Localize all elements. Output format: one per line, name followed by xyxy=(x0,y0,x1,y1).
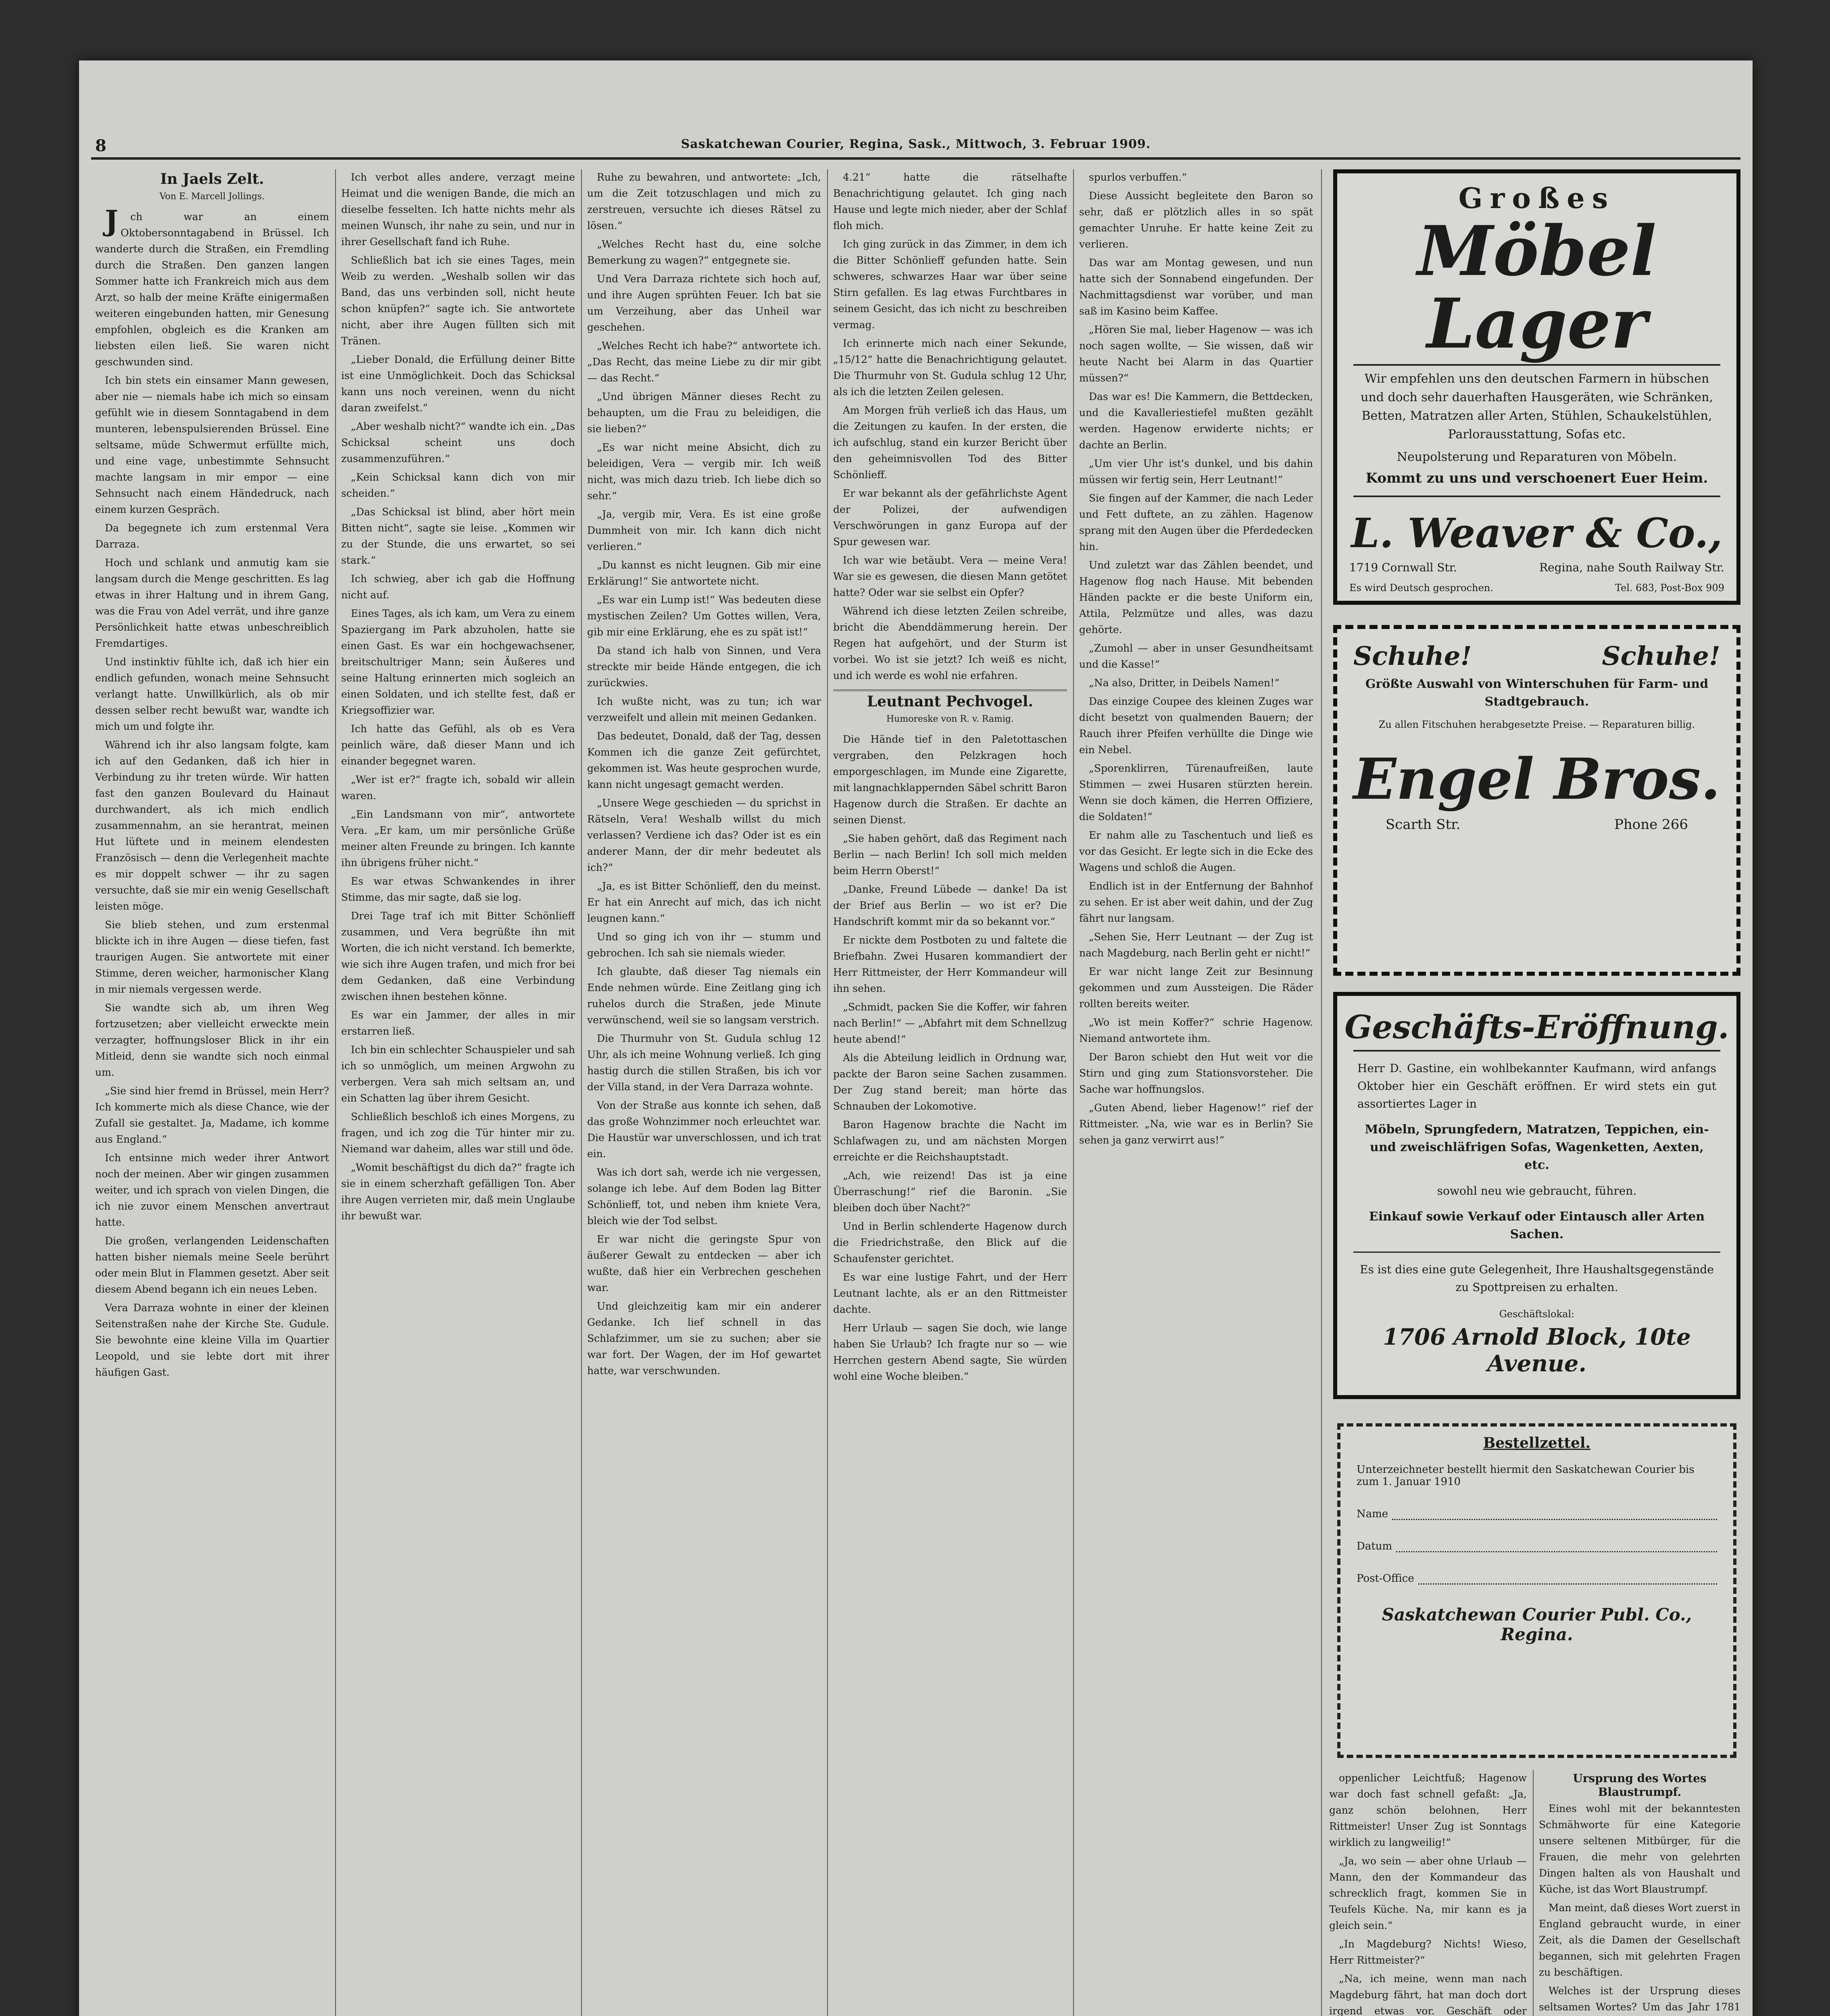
paragraph: Und gleichzeitig kam mir ein anderer Gedanke. Ich lief schnell in das Schlafzimmer, um sie zu suchen; aber sie war fort. Der Wagen, der im Hof gewartet hatte, war verschwunden. xyxy=(587,1300,821,1377)
ad-location-label: Geschäftslokal: xyxy=(1499,1308,1575,1320)
ad-address: Scarth Str. xyxy=(1386,816,1461,833)
paragraph: „Danke, Freund Lübede — danke! Da ist der Brief aus Berlin — wo ist er? Die Handschrift kommt mir da so bekannt vor.“ xyxy=(833,883,1067,927)
paragraph: Herr Urlaub — sagen Sie doch, wie lange haben Sie Urlaub? Ich fragte nur so — wie Herrchen gestern Abend sagte, Sie würden wohl eine Woche bleiben.“ xyxy=(833,1322,1067,1382)
field-label: Name xyxy=(1357,1508,1388,1520)
paragraph: „Ja, vergib mir, Vera. Es ist eine große Dummheit von mir. Ich kann dich nicht verlieren.“ xyxy=(587,508,821,552)
paragraph: Ich war wie betäubt. Vera — meine Vera! War sie es gewesen, die diesen Mann getötet hatte? Oder war sie selbst ein Opfer? xyxy=(833,554,1067,598)
paragraph: oppenlicher Leichtfuß; Hagenow war doch fast schnell gefaßt: „Ja, ganz schön belohnen, Herr Rittmeister! Unser Zug ist Sonntags wirklich zu langweilig!“ xyxy=(1329,1772,1527,1848)
paragraph: Während ich ihr also langsam folgte, kam ich auf den Gedanken, daß ich hier in Verbindung zu ihr treten würde. Wir hatten fast den ganzen Boulevard du Hainaut durchwandert, als ich mich endlich zusammennahm, an sie herantrat, meinen Hut lüftete und in meinem elendesten Französisch — denn die Verlegenheit machte es mir doppelt schwer — ihr zu sagen versuchte, daß sie mir ein wenig Gesellschaft leisten möge. xyxy=(95,739,329,912)
ad-phone: Phone 266 xyxy=(1614,816,1688,833)
column-2 xyxy=(341,169,575,2016)
ad-address: 1706 Arnold Block, 10te Avenue. xyxy=(1383,1324,1691,1377)
paragraph: „Zumohl — aber in unser Gesundheitsamt und die Kasse!“ xyxy=(1079,642,1313,670)
paragraph: spurlos verbuffen.“ xyxy=(1089,171,1187,183)
ad-geschaefts-eroeffnung xyxy=(1333,992,1740,1399)
paragraph: Von der Straße aus konnte ich sehen, daß das große Wohnzimmer noch erleuchtet war. Die Haustür war unverschlossen, und ich trat ein. xyxy=(587,1100,821,1160)
ad-body: Größte Auswahl von Winterschuhen für Farm- und Stadtgebrauch. xyxy=(1365,677,1709,709)
ad-note-row xyxy=(1337,578,1736,598)
paragraph: „Sie haben gehört, daß das Regiment nach Berlin — nach Berlin! Ich soll mich melden beim Herrn Oberst!“ xyxy=(833,833,1067,877)
blank-line[interactable] xyxy=(1418,1574,1717,1585)
paragraph: Er war nicht die geringste Spur von äußerer Gewalt zu entdecken — aber ich wußte, daß hier ein Verbrechen geschehen war. xyxy=(587,1233,821,1293)
paragraph: Er war bekannt als der gefährlichste Agent der Polizei, der aufwendigen Verschwörungen in ganz Europa auf der Spur gewesen war. xyxy=(833,487,1067,548)
column-6-lower xyxy=(1329,1770,1527,2016)
ad-address-row xyxy=(1337,557,1736,578)
name-field[interactable] xyxy=(1357,1508,1717,1520)
order-form-intro: Unterzeichneter bestellt hiermit den Saskatchewan Courier bis zum 1. Januar 1910 xyxy=(1357,1464,1695,1488)
paragraph: Ich erinnerte mich nach einer Sekunde, „15/12“ hatte die Benachrichtigung gelautet. Die Thurmuhr von St. Gudula schlug 12 Uhr, als ich die letzten Zeilen gelesen. xyxy=(833,337,1067,398)
paragraph: Ich verbot alles andere, verzagt meine Heimat und die wenigen Bande, die mich an dieselbe fesselten. Ich hatte nichts mehr als meinen Wunsch, ihr nahe zu sein, und nur in ihrer Gesellschaft fand ich Ruhe. xyxy=(341,171,575,248)
paragraph: Ich glaubte, daß dieser Tag niemals ein Ende nehmen würde. Eine Zeitlang ging ich ruhelos durch die Straßen, jede Minute verwünschend, weil sie so langsam verstrich. xyxy=(587,966,821,1026)
page-number: 8 xyxy=(95,136,106,155)
ad-firm-name: Engel Bros. xyxy=(1353,746,1721,812)
paragraph: Baron Hagenow brachte die Nacht im Schlafwagen zu, und am nächsten Morgen erreichte er die Reichshauptstadt. xyxy=(833,1119,1067,1163)
paragraph: Als die Abteilung leidlich in Ordnung war, packte der Baron seine Sachen zusammen. Der Zug stand bereit; man hörte das Schnauben der Lokomotive. xyxy=(833,1052,1067,1112)
ad-headline: Möbel Lager xyxy=(1417,211,1657,364)
article-byline: Humoreske von R. v. Ramig. xyxy=(886,714,1014,724)
ad-firm-name: L. Weaver & Co., xyxy=(1351,509,1723,557)
paragraph: Ich wußte nicht, was zu tun; ich war verzweifelt und allein mit meinen Gedanken. xyxy=(587,696,821,723)
paragraph: „Sporenklirren, Türenaufreißen, laute Stimmen — zwei Husaren stürzten herein. Wenn sie doch kämen, die Herren Offiziere, die Soldaten!“ xyxy=(1079,762,1313,823)
paragraph: „Wo ist mein Koffer?“ schrie Hagenow. Niemand antwortete ihm. xyxy=(1079,1016,1313,1044)
divider xyxy=(1353,1252,1720,1253)
blank-line[interactable] xyxy=(1392,1509,1717,1520)
paragraph: Während ich diese letzten Zeilen schreibe, bricht die Abenddämmerung herein. Der Regen hat aufgehört, und der Sturm ist vorbei. Wo ist sie jetzt? Ich weiß es nicht, und ich werde es wohl nie erfahren. xyxy=(833,605,1067,681)
paragraph: Ich entsinne mich weder ihrer Antwort noch der meinen. Aber wir gingen zusammen weiter, und ich sprach von vielen Dingen, die ich nie zuvor einem Menschen anvertraut hatte. xyxy=(95,1152,329,1228)
paragraph: „Welches Recht hast du, eine solche Bemerkung zu wagen?“ entgegnete sie. xyxy=(587,238,821,266)
paragraph: Man meint, daß dieses Wort zuerst in England gebraucht wurde, in einer Zeit, als die Damen der Gesellschaft begannen, sich mit gelehrten Fragen zu beschäftigen. xyxy=(1539,1902,1740,1978)
paragraph: „Ein Landsmann von mir“, antwortete Vera. „Er kam, um mir persönliche Grüße meiner alten Freunde zu bringen. Ich kannte ihn übrigens früher nicht.“ xyxy=(341,808,575,868)
divider xyxy=(1353,364,1720,366)
masthead-text: Saskatchewan Courier, Regina, Sask., Mittwoch, 3. Februar 1909. xyxy=(681,137,1151,151)
paragraph: „Na, ich meine, wenn man nach Magdeburg fährt, hat man doch dort irgend etwas vor. Geschäft oder xyxy=(1329,1973,1527,2016)
paragraph: „Lieber Donald, die Erfüllung deiner Bitte ist eine Unmöglichkeit. Doch das Schicksal kann uns noch vereinen, wenn du nicht daran zweifelst.“ xyxy=(341,354,575,414)
section-divider xyxy=(833,689,1067,691)
ad-small-print: Zu allen Fitschuhen herabgesetzte Preise. — Reparaturen billig. xyxy=(1378,719,1695,730)
paragraph: 4.21“ hatte die rätselhafte Benachrichtigung gelautet. Ich ging nach Hause und legte mich nieder, aber der Schlaf floh mich. xyxy=(833,171,1067,231)
paragraph: „Das Schicksal ist blind, aber hört mein Bitten nicht“, sagte sie leise. „Kommen wir zu der Stunde, die uns erwartet, so sei stark.“ xyxy=(341,506,575,566)
paragraph: „Womit beschäftigst du dich da?“ fragte ich sie in einem scherzhaft gefälligen Ton. Aber ihre Augen verrieten mir, daß mein Unglaube ihr bewußt war. xyxy=(341,1162,575,1222)
paragraph: „Na also, Dritter, in Deibels Namen!“ xyxy=(1089,677,1280,689)
paragraph: Und zuletzt war das Zählen beendet, und Hagenow flog nach Hause. Mit bebenden Händen packte er die beste Uniform ein, Attila, Pelzmütze und alles, was dazu gehörte. xyxy=(1079,559,1313,635)
paragraph: Ich hatte das Gefühl, als ob es Vera peinlich wäre, daß dieser Mann und ich einander begegnet waren. xyxy=(341,723,575,767)
ad-schuhe xyxy=(1333,625,1740,976)
paragraph: Ich ging zurück in das Zimmer, in dem ich die Bitter Schönlieff gefunden hatte. Sein schweres, schwarzes Haar war über seine Stirn gefallen. Es lag etwas Furchtbares in seinem Gesicht, das ich nicht zu beschreiben vermag. xyxy=(833,238,1067,331)
divider xyxy=(1353,1050,1720,1052)
paragraph: Das war am Montag gewesen, und nun hatte sich der Sonnabend eingefunden. Der Nachmittagsdienst war vorüber, und man saß im Kasino beim Kaffee. xyxy=(1079,257,1313,317)
paragraph: Was ich dort sah, werde ich nie vergessen, solange ich lebe. Auf dem Boden lag Bitter Schönlieff, tot, und neben ihm kniete Vera, bleich wie der Tod selbst. xyxy=(587,1166,821,1227)
paragraph: „Es war nicht meine Absicht, dich zu beleidigen, Vera — vergib mir. Ich weiß nicht, was mich dazu trieb. Ich liebe dich so sehr.“ xyxy=(587,442,821,502)
paragraph: Er war nicht lange Zeit zur Besinnung gekommen und zum Aussteigen. Die Räder rollten bereits weiter. xyxy=(1079,966,1313,1010)
paragraph: „Und übrigen Männer dieses Recht zu behaupten, um die Frau zu beleidigen, die sie lieben?“ xyxy=(587,391,821,435)
paragraph: Welches ist der Ursprung dieses seltsamen Wortes? Um das Jahr 1781 xyxy=(1539,1985,1740,2013)
ad-moebel-lager xyxy=(1333,169,1740,605)
paragraph: Vera Darraza wohnte in einer der kleinen Seitenstraßen nahe der Kirche Ste. Gudule. Sie bewohnte eine kleine Villa im Quartier Leopold, und sie lebte dort mit ihrer häufigen Gast. xyxy=(95,1302,329,1378)
date-field[interactable] xyxy=(1357,1540,1717,1552)
paragraph: Die großen, verlangenden Leidenschaften hatten bisher niemals meine Seele berührt oder mein Blut in Flammen gesetzt. Aber seit diesem Abend begann ich ein neues Leben. xyxy=(95,1235,329,1295)
ad-note-right: Tel. 683, Post-Box 909 xyxy=(1615,582,1724,594)
ad-slogan: Kommt zu uns und verschoenert Euer Heim. xyxy=(1365,470,1708,486)
paragraph: „Es war ein Lump ist!“ Was bedeuten diese mystischen Zeilen? Um Gottes willen, Vera, gib mir eine Erklärung, ehe es zu spät ist!“ xyxy=(587,594,821,638)
article-byline: Von E. Marcell Jollings. xyxy=(159,192,265,202)
paragraph: „In Magdeburg? Nichts! Wieso, Herr Rittmeister?“ xyxy=(1329,1938,1527,1966)
paragraph: Das einzige Coupee des kleinen Zuges war dicht besetzt von qualmenden Bauern; der Rauch ihrer Pfeifen verhüllte die Dinge wie ein Nebel. xyxy=(1079,696,1313,756)
ad-address-row xyxy=(1337,816,1736,833)
masthead-line xyxy=(91,133,1740,160)
paragraph: Ich bin stets ein einsamer Mann gewesen, aber nie — niemals habe ich mich so einsam gefühlt wie in diesem Sonntagabend in dem munteren, lebenspulsierenden Brüssel. Eine seltsame, müde Schwermut erfüllte mich, und eine vage, unbestimmte Sehnsucht machte langsam in mir empor — eine Sehnsucht nach einem Händedruck, nach einem kurzen Gespräch. xyxy=(95,375,329,515)
paragraph: „Du kannst es nicht leugnen. Gib mir eine Erklärung!“ Sie antwortete nicht. xyxy=(587,559,821,587)
paragraph: Diese Aussicht begleitete den Baron so sehr, daß er plötzlich alles in so spät gemachter Unruhe. Er hatte keine Zeit zu verlieren. xyxy=(1079,190,1313,250)
newspaper-page xyxy=(79,60,1753,2016)
publisher-name: Saskatchewan Courier Publ. Co., Regina. xyxy=(1382,1605,1692,1644)
paragraph: „Unsere Wege geschieden — du sprichst in Rätseln, Vera! Weshalb willst du mich verlassen? Verdiene ich das? Oder ist es ein anderer Mann, der dir mehr bedeutet als ich?“ xyxy=(587,797,821,873)
ad-title-left: Schuhe! xyxy=(1353,641,1472,671)
paragraph: Da stand ich halb von Sinnen, und Vera streckte mir beide Hände entgegen, die ich zurückwies. xyxy=(587,645,821,689)
blank-line[interactable] xyxy=(1396,1541,1717,1552)
ad-title-right: Schuhe! xyxy=(1602,641,1720,671)
ad-body-3: Es ist dies eine gute Gelegenheit, Ihre Haushaltsgegenstände zu Spottpreisen zu erhalten. xyxy=(1360,1263,1714,1294)
column-rule xyxy=(827,169,828,2016)
article-title-blaustrumpf: Ursprung des Wortes Blaustrumpf. xyxy=(1573,1772,1707,1799)
column-3 xyxy=(587,169,821,2016)
paragraph: Und in Berlin schlenderte Hagenow durch die Friedrichstraße, den Blick auf die Schaufenster gerichtet. xyxy=(833,1220,1067,1264)
paragraph: „Wer ist er?“ fragte ich, sobald wir allein waren. xyxy=(341,774,575,802)
ad-title: Geschäfts-Eröffnung. xyxy=(1344,1008,1729,1046)
paragraph: Und Vera Darraza richtete sich hoch auf, und ihre Augen sprühten Feuer. Ich bat sie um Verzeihung, aber das Unheil war geschehen. xyxy=(587,273,821,333)
paragraph: „Guten Abend, lieber Hagenow!“ rief der Rittmeister. „Na, wie war es in Berlin? Sie sehen ja ganz verwirrt aus!“ xyxy=(1079,1102,1313,1146)
column-1 xyxy=(95,169,329,2016)
paragraph: „Hören Sie mal, lieber Hagenow — was ich noch sagen wollte, — Sie wissen, daß wir heute Nacht bei Alarm in das Quartier müssen?“ xyxy=(1079,324,1313,384)
column-7-lower xyxy=(1539,1770,1740,2016)
paragraph: Ich schwieg, aber ich gab die Hoffnung nicht auf. xyxy=(341,573,575,601)
field-label: Post-Office xyxy=(1357,1572,1414,1585)
paragraph: Sie fingen auf der Kammer, die nach Leder und Fett duftete, an zu zählen. Hagenow sprang mit den Augen über die Pferdedecken hin. xyxy=(1079,492,1313,552)
order-form-title: Bestellzettel. xyxy=(1483,1435,1591,1452)
paragraph: Er nickte dem Postboten zu und faltete die Briefbahn. Zwei Husaren kommandiert der Herr Rittmeister, der Herr Kommandeur will ihn sehen. xyxy=(833,934,1067,994)
ad-note-left: Es wird Deutsch gesprochen. xyxy=(1349,582,1493,594)
ad-address-left: 1719 Cornwall Str. xyxy=(1349,561,1457,574)
paragraph: Das war es! Die Kammern, die Bettdecken, und die Kavalleriestiefel mußten gezählt werden. Hagenow erwiderte nichts; er dachte an Berlin. xyxy=(1079,391,1313,451)
paragraph: Hoch und schlank und anmutig kam sie langsam durch die Menge geschritten. Es lag etwas in ihrer Haltung und in ihrem Gang, was die Frau von Adel verrät, und ihre ganze Persönlichkeit hatte etwas unbeschreiblich Fremdartiges. xyxy=(95,557,329,649)
paragraph: Und so ging ich von ihr — stumm und gebrochen. Ich sah sie niemals wieder. xyxy=(587,931,821,959)
column-rule xyxy=(1073,169,1074,2016)
paragraph: Da begegnete ich zum erstenmal Vera Darraza. xyxy=(95,522,329,550)
column-rule xyxy=(581,169,582,2016)
paragraph: „Ja, wo sein — aber ohne Urlaub — Mann, den der Kommandeur das schrecklich fragt, kommen Sie in Teufels Küche. Na, mir kann es ja gleich sein.“ xyxy=(1329,1855,1527,1931)
paragraph: „Ach, wie reizend! Das ist ja eine Überraschung!“ rief die Baronin. „Sie bleiben doch über Nacht?“ xyxy=(833,1170,1067,1214)
paragraph: Die Hände tief in den Paletottaschen vergraben, den Pelzkragen hoch emporgeschlagen, im Munde eine Zigarette, mit langnachklappernden Säbel schritt Baron Hagenow durch die Straßen. Er dachte an seinen Dienst. xyxy=(833,733,1067,826)
ad-title-row xyxy=(1337,629,1736,675)
ad-address-right: Regina, nahe South Railway Str. xyxy=(1539,561,1724,574)
ad-subline: Neupolsterung und Reparaturen von Möbeln. xyxy=(1396,450,1677,464)
paragraph: Eines wohl mit der bekanntesten Schmähworte für eine Kategorie unsere seltenen Mitbürger, für die Frauen, die mehr von gelehrten Dingen halten als von Haushalt und Küche, ist das Wort Blaustrumpf. xyxy=(1539,1803,1740,1895)
column-5 xyxy=(1079,169,1313,2016)
article-title-leutnant-pechvogel: Leutnant Pechvogel. xyxy=(867,693,1034,710)
ad-offer: Einkauf sowie Verkauf oder Eintausch aller Arten Sachen. xyxy=(1369,1210,1705,1241)
ad-body: Herr D. Gastine, ein wohlbekannter Kaufmann, wird anfangs Oktober hier ein Geschäft eröffnen. Er wird stets ein gut assortiertes Lager in xyxy=(1357,1062,1716,1110)
article-title-jaels-zelt: In Jaels Zelt. xyxy=(160,171,264,187)
drop-cap: J xyxy=(105,204,119,237)
column-rule xyxy=(335,169,336,2016)
paragraph: Am Morgen früh verließ ich das Haus, um die Zeitungen zu kaufen. In der ersten, die ich aufschlug, stand ein kurzer Bericht über den geheimnisvollen Tod des Bitter Schönlieff. xyxy=(833,404,1067,481)
ad-body: Wir empfehlen uns den deutschen Farmern in hübschen und doch sehr dauerhaften Hausgeräten, wie Schränken, Betten, Matratzen aller Arten, Stühlen, Schaukelstühlen, Parlorausstattung, Sofas etc. xyxy=(1361,372,1713,442)
paragraph: Drei Tage traf ich mit Bitter Schönlieff zusammen, und Vera begrüßte ihn mit Worten, die ich nicht verstand. Ich bemerkte, wie sich ihre Augen trafen, und mich fror bei dem Gedanken, daß eine Verbindung zwischen ihnen bestehen könne. xyxy=(341,910,575,1002)
paragraph: „Ja, es ist Bitter Schönlieff, den du meinst. Er hat ein Anrecht auf mich, das ich nicht leugnen kann.“ xyxy=(587,880,821,924)
ad-title: Großes xyxy=(1458,181,1615,215)
paragraph: „Sie sind hier fremd in Brüssel, mein Herr? Ich kommerte mich als diese Chance, wie der Zufall sie gestaltet. Ja, Madame, ich komme aus England.“ xyxy=(95,1085,329,1145)
paragraph: „Aber weshalb nicht?“ wandte ich ein. „Das Schicksal scheint uns doch zusammenzuführen.“ xyxy=(341,421,575,464)
paragraph: Die Thurmuhr von St. Gudula schlug 12 Uhr, als ich meine Wohnung verließ. Ich ging hastig durch die stillen Straßen, bis ich vor der Villa stand, in der Vera Darraza wohnte. xyxy=(587,1033,821,1093)
column-rule xyxy=(1321,169,1322,2016)
ad-body-2: sowohl neu wie gebraucht, führen. xyxy=(1437,1184,1637,1198)
column-rule xyxy=(1533,1770,1534,2016)
paragraph: „Kein Schicksal kann dich von mir scheiden.“ xyxy=(341,471,575,499)
post-office-field[interactable] xyxy=(1357,1572,1717,1585)
paragraph: Eines Tages, als ich kam, um Vera zu einem Spaziergang im Park abzuholen, hatte sie einen Gast. Es war ein hochgewachsener, breitschultriger Mann; sein Äußeres und seine Haltung erinnerten mich sogleich an einen Soldaten, und ich stellte fest, daß er Kriegsoffizier war. xyxy=(341,608,575,716)
paragraph: Er nahm alle zu Taschentuch und ließ es vor das Gesicht. Er legte sich in die Ecke des Wagens und schloß die Augen. xyxy=(1079,829,1313,873)
paragraph: Sie wandte sich ab, um ihren Weg fortzusetzen; aber vielleicht erweckte mein verzagter, hoffnungsloser Blick in ihr ein Mitleid, denn sie wandte sich noch einmal um. xyxy=(95,1002,329,1078)
paragraph: Es war etwas Schwankendes in ihrer Stimme, das mir sagte, daß sie log. xyxy=(341,875,575,903)
paragraph: Schließlich beschloß ich eines Morgens, zu fragen, und ich zog die Tür hinter mir zu. Niemand war daheim, alles war still und öde. xyxy=(341,1111,575,1155)
paragraph: Der Baron schiebt den Hut weit vor die Stirn und ging zum Stationsvorsteher. Die Sache war hoffnungslos. xyxy=(1079,1051,1313,1095)
paragraph: „Sehen Sie, Herr Leutnant — der Zug ist nach Magdeburg, nach Berlin geht er nicht!“ xyxy=(1079,931,1313,959)
paragraph: Das bedeutet, Donald, daß der Tag, dessen Kommen ich die ganze Zeit gefürchtet, gekommen ist. Was heute gesprochen wurde, kann nicht ungesagt gemacht werden. xyxy=(587,730,821,790)
paragraph: Es war ein Jammer, der alles in mir erstarren ließ. xyxy=(341,1009,575,1037)
paragraph: Sie blieb stehen, und zum erstenmal blickte ich in ihre Augen — diese tiefen, fast traurigen Augen. Sie antwortete mit einer Stimme, deren weicher, harmonischer Klang in mir niemals vergessen werde. xyxy=(95,919,329,995)
column-4 xyxy=(833,169,1067,2016)
paragraph: Ich bin ein schlechter Schauspieler und sah ich so unmöglich, um meinen Argwohn zu verbergen. Vera sah mich seltsam an, und ein Schatten lag über ihrem Gesicht. xyxy=(341,1044,575,1104)
paragraph: „Um vier Uhr ist's dunkel, und bis dahin müssen wir fertig sein, Herr Leutnant!“ xyxy=(1079,458,1313,485)
paragraph: „Schmidt, packen Sie die Koffer, wir fahren nach Berlin!“ — „Abfahrt mit dem Schnellzug heute abend!“ xyxy=(833,1001,1067,1045)
paragraph: Und instinktiv fühlte ich, daß ich hier ein endlich gefunden, wonach meine Sehnsucht verlangt hatte. Unwillkürlich, als ob mir dessen selber recht bewußt war, wandte ich mich um und folgte ihr. xyxy=(95,656,329,732)
paragraph: „Welches Recht ich habe?“ antwortete ich. „Das Recht, das meine Liebe zu dir mir gibt — das Recht.“ xyxy=(587,340,821,384)
order-form xyxy=(1337,1423,1736,1758)
ad-goods: Möbeln, Sprungfedern, Matratzen, Teppichen, ein- und zweischläfrigen Sofas, Wagenketten, Aexten, etc. xyxy=(1365,1123,1709,1172)
paragraph: Es war eine lustige Fahrt, und der Herr Leutnant lachte, als er an den Rittmeister dachte. xyxy=(833,1271,1067,1315)
field-label: Datum xyxy=(1357,1540,1392,1552)
paragraph: Schließlich bat ich sie eines Tages, mein Weib zu werden. „Weshalb sollen wir das Band, das uns verbinden soll, nicht heute schon knüpfen?“ sagte ich. Sie antwortete nicht, aber ihre Augen füllten sich mit Tränen. xyxy=(341,254,575,347)
paragraph: Endlich ist in der Entfernung der Bahnhof zu sehen. Er ist aber weit dahin, und der Zug fährt nur langsam. xyxy=(1079,880,1313,924)
divider xyxy=(1353,496,1720,497)
paragraph: ch war an einem Oktobersonntagabend in Brüssel. Ich wanderte durch die Straßen, ein Fremdling durch die Straßen. Den ganzen langen Sommer hatte ich Frankreich mich aus dem Arzt, so halb der meine Kräfte einigermaßen weiteren eingebunden hatten, mir Genesung empfohlen, obgleich es die Kranken am liebsten eilen ließ. Sie waren nicht geschwunden sind. xyxy=(95,211,329,368)
paragraph: Ruhe zu bewahren, und antwortete: „Ich, um die Zeit totzuschlagen und mich zu zerstreuen, versuchte ich dieses Rätsel zu lösen.“ xyxy=(587,171,821,231)
